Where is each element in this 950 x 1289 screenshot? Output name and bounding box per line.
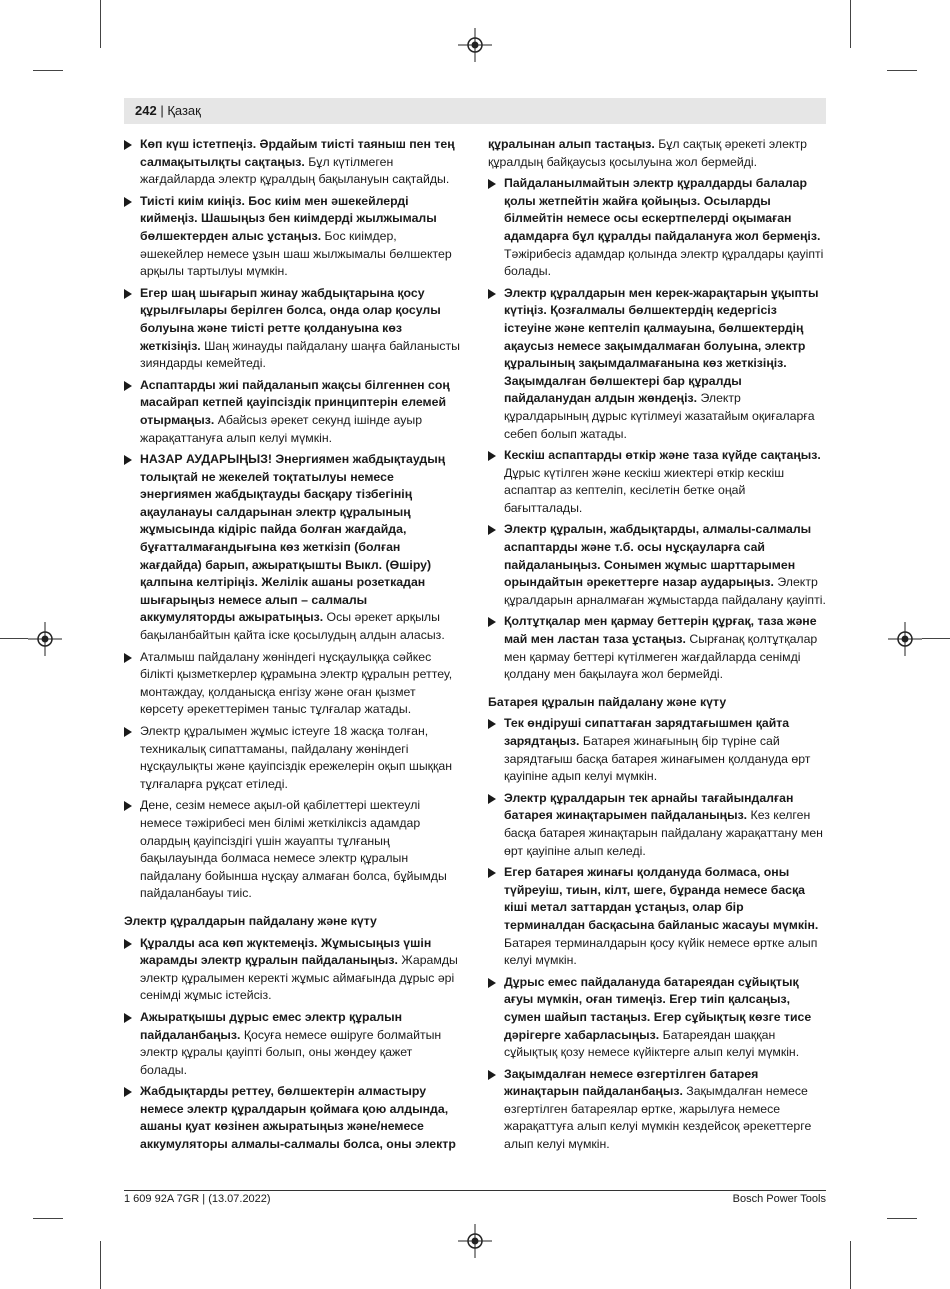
- item-text: Электр құралдарын арналмаған жұмыстарда пайдалану қауіпті.: [504, 575, 826, 607]
- bullet-arrow-icon: [124, 801, 132, 811]
- crop-mark: [850, 1241, 851, 1289]
- item-bold-text: Пайдаланылмайтын электр құралдарды балалар қолы жетпейтін жайға қойыңыз. Осыларды білмейтін немесе осы ескертпелерді оқымаған адамдарға бұл құралды пайдалануға жол бермеңіз.: [504, 176, 821, 243]
- item-bold-text: Жабдықтарды реттеу, бөлшектерін алмастыру немесе электр құралдарын қоймаға қою алдында, ашаны қуат көзінен ажыратыңыз және/немесе аккумуляторы алмалы-салмалы болса, оны электр: [140, 1084, 456, 1152]
- page-header: [135, 102, 201, 120]
- bullet-arrow-icon: [488, 868, 496, 878]
- registration-mark-icon: [458, 1224, 492, 1258]
- item-text: Жарамды электр құралымен керекті жұмыс аймағында дұрыс әрі сенімді жұмыс істейсіз.: [140, 953, 458, 1003]
- item-text: Сырғанақ қолтұтқалар мен қармау беттері күтілмеген жағдайларда сенімді қолдану мен бақылауға жол бермейді.: [504, 632, 818, 682]
- page-number: 242: [135, 103, 157, 118]
- list-item: [124, 193, 462, 281]
- item-text: Дене, сезім немесе ақыл-ой қабілеттері шектеулі немесе тәжірибесі мен білімі жеткіліксіз адамдар олардың қауіпсіздігі үшін жауапты тұлғаның бақылауында болмаса немесе электр құралын пайдалану бойынша нұсқау алмаған болса, бұйымды пайдаланбауы тиіс.: [140, 798, 447, 901]
- item-bold-text: Ажыратқышы дұрыс емес электр құралын пайдаланбаңыз.: [140, 1009, 403, 1042]
- bullet-arrow-icon: [124, 289, 132, 299]
- item-text: Қосуға немесе өшіруге болмайтын электр құралы қауіпті болып, оны жөндеу қажет болады.: [140, 1027, 442, 1077]
- crop-mark: [100, 1241, 101, 1289]
- left-column: [124, 136, 462, 1158]
- bullet-arrow-icon: [124, 653, 132, 663]
- item-bold-text: Кескіш аспаптарды өткір және таза күйде сақтаңыз.: [504, 448, 821, 463]
- list-item: [488, 285, 826, 443]
- item-text: Батарея терминалдарын қосу күйік немесе өртке алып келуі мүмкін.: [504, 935, 818, 968]
- page-header-bar: [124, 98, 826, 124]
- crop-mark: [0, 638, 28, 639]
- bullet-arrow-icon: [488, 525, 496, 535]
- item-text: Кез келген басқа батарея жинақтарын пайдалану жарақаттану мен өрт қауіпіне алып келеді.: [504, 808, 823, 858]
- continued-paragraph: [488, 136, 826, 171]
- list-item: [124, 136, 462, 189]
- crop-mark: [33, 70, 63, 71]
- crop-mark: [33, 1218, 63, 1219]
- item-text: Бұл сақтық әрекеті электр құралдың байқаусыз қосылуына жол бермейді.: [488, 137, 807, 169]
- bullet-arrow-icon: [124, 455, 132, 465]
- list-item: [488, 864, 826, 970]
- item-bold-text: Егер батарея жинағы қолдануда болмаса, оны түйреуіш, тиын, кілт, шеге, бұранда немесе басқа кіші метал заттардан ұстаңыз, олар бір терминалдан басқасына байланыс жасауы мүмкін.: [504, 865, 819, 932]
- item-bold-text: Электр құралдарын мен керек-жарақтарын ұқыпты күтіңіз. Қозғалмалы бөлшектердің кедергісіз істеуіне және кептеліп қалмауына, бөлшектердің ақаусыз немесе зақымдалмаған болуына, электр құралының зақымдалмағанына көз жеткізіңіз. Зақымдалған бөлшектері бар құралды пайдаланудан алдын жөндеңіз.: [504, 285, 819, 406]
- item-bold-text: Дұрыс емес пайдалануда батареядан сұйықтық ағуы мүмкін, оған тимеңіз. Егер тиіп қалсаңыз, сумен шайып тастаңыз. Егер сұйықтық көзге тисе дәрігерге хабарласыңыз.: [504, 974, 812, 1042]
- item-bold-text: Электр құралын, жабдықтарды, алмалы-салмалы аспаптарды және т.б. осы нұсқауларға сай пайдаланыңыз. Сонымен жұмыс шарттарымен орындайтын әрекеттерге назар аударыңыз.: [504, 522, 812, 590]
- item-bold-text: НАЗАР АУДАРЫҢЫЗ! Энергиямен жабдықтаудың толықтай не жекелей тоқтатылуы немесе энергиямен жабдықтауды басқару тізбегінің ақауланауы салдарынан электр құралының жұмысында кідіріс пайда болған жағдайда, бұғатталмағандығына көз жеткізіп (болған жағдайда) барып, ажыратқышты Выкл. (Өшіру) қалпына келтіріңіз. Желілік ашаны розеткадан шығарыңыз немесе алып – салмалы аккумуляторды ажыратыңыз.: [140, 452, 446, 625]
- item-bold-text: құралынан алып тастаңыз.: [488, 137, 655, 151]
- item-bold-text: Аспаптарды жиі пайдаланып жақсы білгеннен соң масайрап кетпей қауіпсіздік принциптерін елемей отырмаңыз.: [140, 377, 450, 427]
- header-separator: |: [156, 103, 168, 118]
- bullet-arrow-icon: [124, 197, 132, 207]
- item-bold-text: Құралды аса көп жүктемеңіз. Жұмысыңыз үшін жарамды электр құралын пайдаланыңыз.: [140, 935, 432, 968]
- item-bold-text: Зақымдалған немесе өзгертілген батарея жинақтарын пайдаланбаңыз.: [504, 1066, 759, 1099]
- crop-mark: [887, 70, 917, 71]
- item-text: Шаң жинауды пайдалану шаңға байланысты зияндарды кемейтеді.: [140, 338, 460, 371]
- crop-mark: [922, 638, 950, 639]
- item-text: Бос киімдер, әшекейлер немесе ұзын шаш жылжымалы бөлшектер арқылы тартылуы мүмкін.: [140, 228, 452, 279]
- list-item: [488, 715, 826, 785]
- footer-rule: [124, 1190, 826, 1191]
- header-language: Қазақ: [167, 103, 201, 118]
- list-item: [124, 1083, 462, 1153]
- bullet-arrow-icon: [488, 179, 496, 189]
- item-bold-text: Тек өндіруші сипаттаған зарядтағышмен қайта зарядтаңыз.: [504, 716, 790, 748]
- item-text: Батареядан шаққан сұйықтық қозу немесе күйіктерге алып келуі мүмкін.: [504, 1027, 800, 1060]
- bullet-arrow-icon: [488, 451, 496, 461]
- section-heading: Электр құралдарын пайдалану және күту: [124, 913, 377, 928]
- item-bold-text: Егер шаң шығарып жинау жабдықтарына қосу құрылғылары берілген болса, онда олар қосулы болуына және тиісті ретте қолдануына көз жеткізіңіз.: [140, 285, 441, 353]
- item-text: Зақымдалған немесе өзгертілген батареялар өртке, жарылуға немесе жарақаттуға алып келуі мүмкін кездейсоқ әрекеттерге алып келуі мүмкін.: [504, 1084, 812, 1152]
- item-text: Электр құралдарының дұрыс күтілмеуі жазатайым оқиғаларға себеп болып жатады.: [504, 391, 815, 441]
- registration-mark-icon: [458, 28, 492, 62]
- list-item: [488, 1066, 826, 1154]
- list-item: [124, 1009, 462, 1079]
- item-text: Осы әрекет арқылы бақыланбайтын қайта іске қосылудың алдын аласыз.: [140, 610, 445, 643]
- item-bold-text: Электр құралдарын тек арнайы тағайындалған батарея жинақтарымен пайдаланыңыз.: [504, 790, 794, 823]
- crop-mark: [850, 0, 851, 48]
- list-item: [124, 649, 462, 719]
- right-column: [488, 136, 826, 1158]
- crop-mark: [100, 0, 101, 48]
- item-text: Абайсыз әрекет секунд ішінде ауыр жарақаттануға алып келуі мүмкін.: [140, 412, 423, 445]
- bullet-arrow-icon: [124, 140, 132, 150]
- list-item: [124, 935, 462, 1005]
- list-item: [124, 377, 462, 447]
- bullet-arrow-icon: [124, 1013, 132, 1023]
- item-text: Батарея жинағының бір түріне сай зарядтағыш басқа батарея жинағымен қолдануда өрт қауіпіне адып келуі мүмкін.: [504, 734, 811, 784]
- bullet-arrow-icon: [124, 939, 132, 949]
- bullet-arrow-icon: [124, 727, 132, 737]
- bullet-arrow-icon: [488, 794, 496, 804]
- list-item: [124, 723, 462, 793]
- list-item: [488, 447, 826, 517]
- item-text: Аталмыш пайдалану жөніндегі нұсқаулыққа сәйкес білікті қызметкерлер құрамына электр құралын реттеу, монтаждау, қолданысқа енгізу және оған қызмет көрсету әрекеттерімен таныс тұлғалар жатады.: [140, 649, 453, 717]
- item-text: Электр құралымен жұмыс істеуге 18 жасқа толған, техникалық сипаттаманы, пайдалану жөніндегі нұсқаулықты және қауіпсіздік ережелерін оқып шыққан тұлғаларға рұқсат етіледі.: [140, 724, 453, 791]
- list-item: [124, 797, 462, 903]
- registration-mark-icon: [888, 622, 922, 656]
- bullet-arrow-icon: [488, 1070, 496, 1080]
- item-bold-text: Тиісті киім киіңіз. Бос киім мен әшекейлерді киймеңіз. Шашыңыз бен киімдерді жылжымалы бөлшектерден алыс ұстаңыз.: [140, 193, 437, 243]
- footer-brand: Bosch Power Tools: [732, 1193, 826, 1205]
- bullet-arrow-icon: [124, 381, 132, 391]
- bullet-arrow-icon: [488, 978, 496, 988]
- list-item: [488, 175, 826, 281]
- bullet-arrow-icon: [488, 289, 496, 299]
- list-item: [488, 613, 826, 683]
- list-item: [488, 521, 826, 609]
- list-item: [124, 285, 462, 373]
- crop-mark: [887, 1218, 917, 1219]
- list-item: [124, 451, 462, 645]
- item-text: Бұл күтілмеген жағдайларда электр құралдың бақылануын сақтайды.: [140, 154, 450, 187]
- footer-doc-number: 1 609 92A 7GR | (13.07.2022): [124, 1193, 271, 1205]
- item-text: Дұрыс күтілген және кескіш жиектері өткір кескіш аспаптар аз кептеліп, кесілетін бетке оңай бағытталады.: [504, 465, 785, 515]
- list-item: [488, 974, 826, 1062]
- item-bold-text: Көп күш істетпеңіз. Әрдайым тиісті таяныш пен тең салмақытылқты сақтаңыз.: [140, 137, 455, 169]
- registration-mark-icon: [28, 622, 62, 656]
- item-bold-text: Қолтұтқалар мен қармау беттерін құрғақ, таза және май мен ластан таза ұстаңыз.: [504, 614, 817, 647]
- item-text: Тәжірибесіз адамдар қолында электр құралдары қауіпті болады.: [504, 246, 824, 279]
- bullet-arrow-icon: [124, 1087, 132, 1097]
- section-heading: Батарея құралын пайдалану және күту: [488, 694, 727, 709]
- bullet-arrow-icon: [488, 719, 496, 729]
- bullet-arrow-icon: [488, 617, 496, 627]
- list-item: [488, 790, 826, 860]
